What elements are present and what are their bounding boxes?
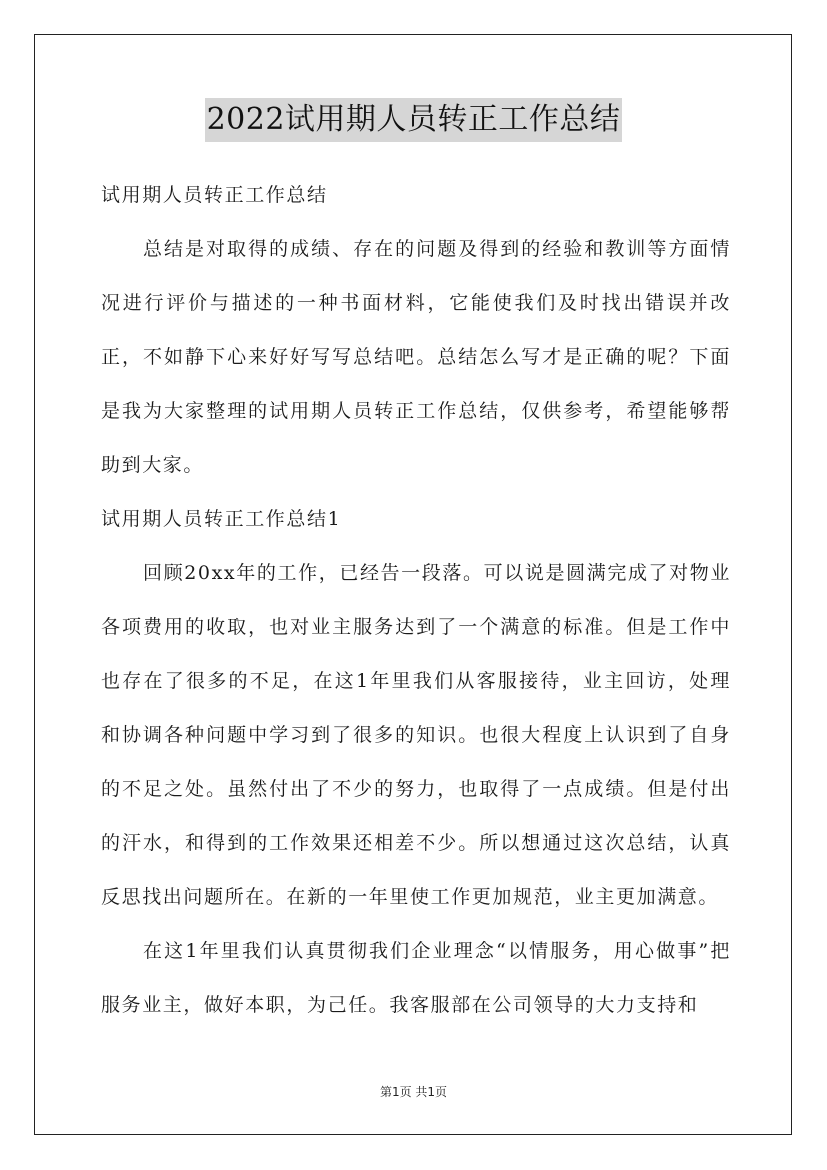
title-container [0, 98, 827, 142]
section-heading: 试用期人员转正工作总结 [101, 184, 328, 206]
section-heading-1: 试用期人员转正工作总结1 [101, 508, 342, 530]
document-title: 2022试用期人员转正工作总结 [205, 98, 623, 142]
body-paragraph: 在这1年里我们认真贯彻我们企业理念“以情服务，用心做事”把服务业主，做好本职，为己任。我客服部在公司领导的大力支持和 [101, 940, 731, 1016]
page-number: 第1页 共1页 [379, 1085, 448, 1099]
body-paragraph: 回顾20xx年的工作，已经告一段落。可以说是圆满完成了对物业各项费用的收取，也对业主服务达到了一个满意的标准。但是工作中也存在了很多的不足，在这1年里我们从客服接待，业主回访，处理和协调各种问题中学习到了很多的知识。也很大程度上认识到了自身的不足之处。虽然付出了不少的努力，也取得了一点成绩。但是付出的汗水，和得到的工作效果还相差不少。所以想通过这次总结，认真反思找出问题所在。在新的一年里使工作更加规范，业主更加满意。 [101, 562, 731, 908]
intro-paragraph: 总结是对取得的成绩、存在的问题及得到的经验和教训等方面情况进行评价与描述的一种书面材料，它能使我们及时找出错误并改正，不如静下心来好好写写总结吧。总结怎么写才是正确的呢？下面是我为大家整理的试用期人员转正工作总结，仅供参考，希望能够帮助到大家。 [101, 238, 731, 476]
document-body [101, 168, 731, 1032]
